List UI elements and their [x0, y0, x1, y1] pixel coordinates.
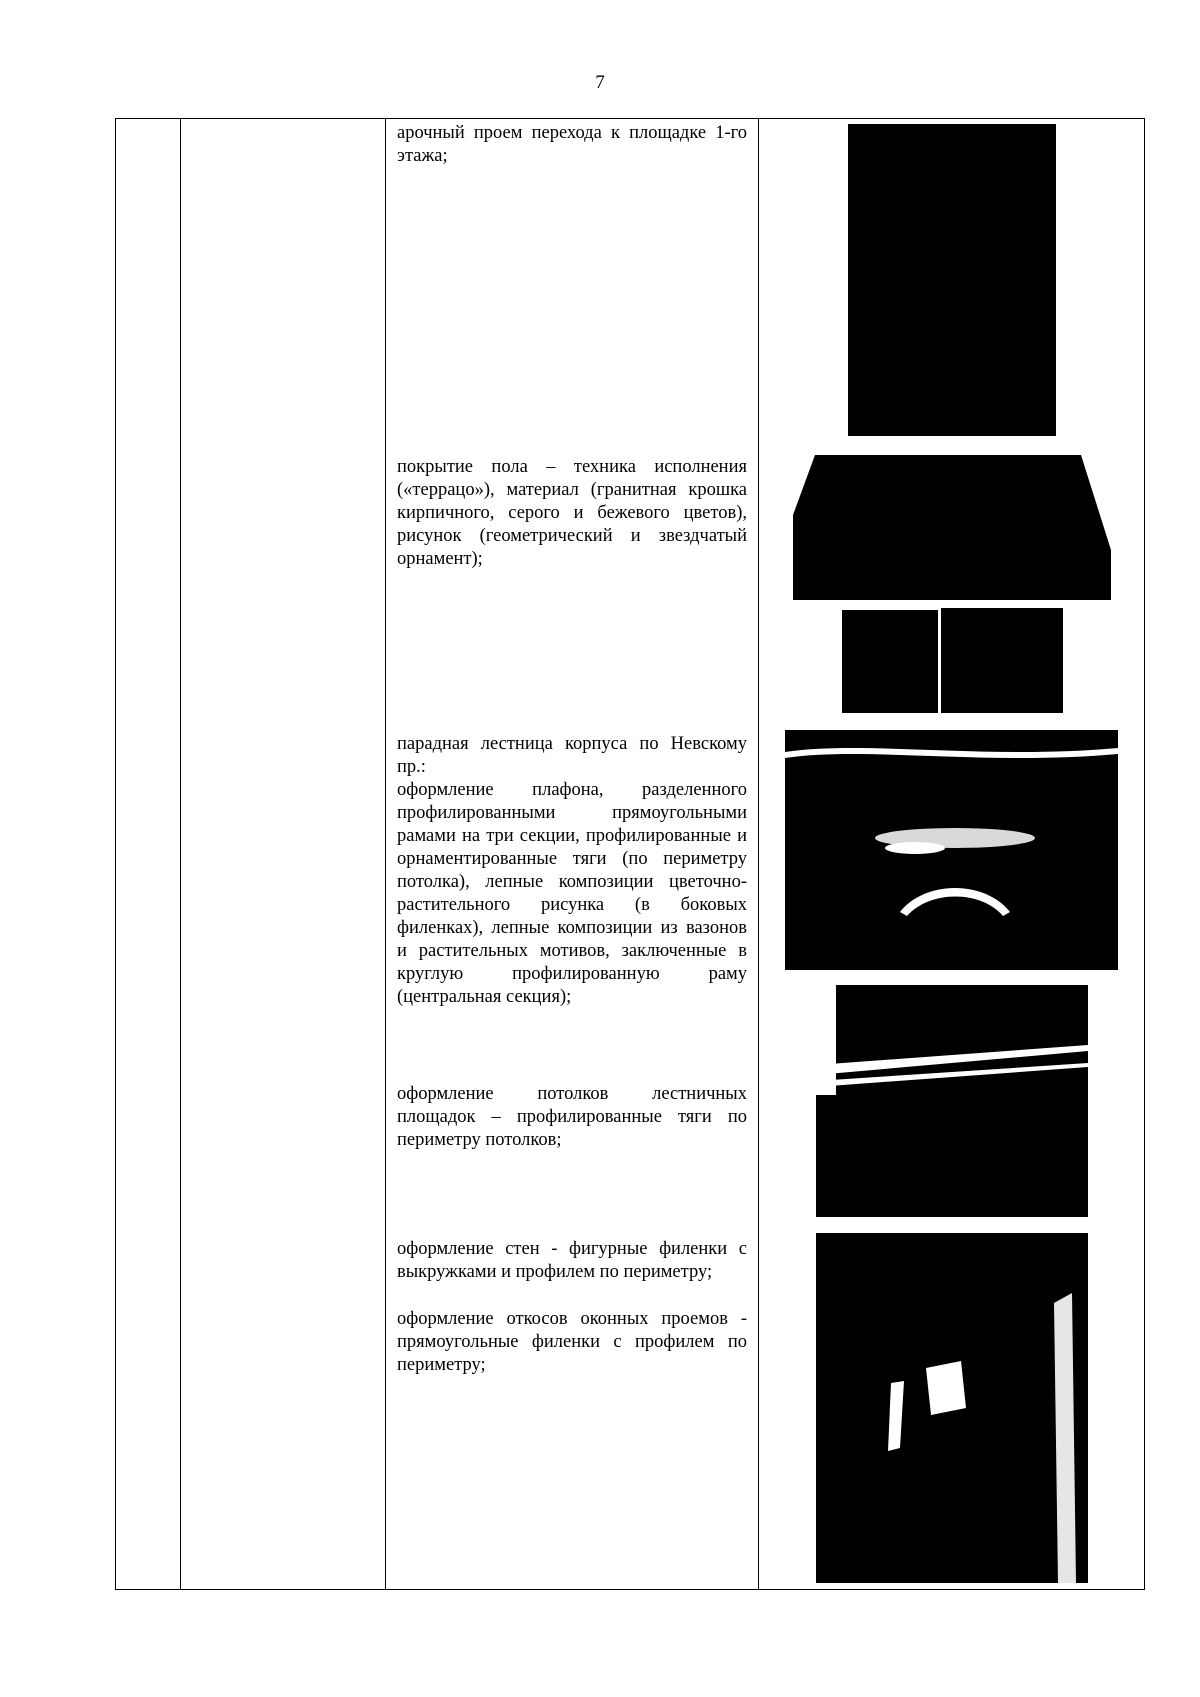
- page-number: 7: [595, 72, 605, 93]
- stair-walls-photo: [816, 1233, 1088, 1583]
- landing-ceiling-photo: [816, 985, 1088, 1217]
- entry-walls: оформление стен - фигурные филенки с выкружками и профилем по периметру;: [397, 1239, 747, 1282]
- entry-floor: покрытие пола – техника исполнения («террацо»), материал (гранитная крошка кирпичного, серого и бежевого цветов), рисунок (геометрический и звездчатый орнамент);: [397, 457, 747, 569]
- landing-ceiling-highlights: [816, 985, 1088, 1217]
- staircase-heading: парадная лестница корпуса по Невскому пр.:: [397, 734, 747, 777]
- entry-ceilings: оформление потолков лестничных площадок – профилированные тяги по периметру потолков;: [397, 1084, 747, 1150]
- entry-windows: оформление откосов оконных проемов - прямоугольные филенки с профилем по периметру;: [397, 1309, 747, 1375]
- stair-walls-highlights: [816, 1233, 1088, 1583]
- entry-arch: арочный проем перехода к площадке 1-го этажа;: [397, 123, 747, 166]
- column-divider-1: [180, 118, 181, 1590]
- column-divider-2: [385, 118, 386, 1590]
- floor-photo-main: [793, 455, 1113, 600]
- floor-photo-detail-1: [842, 610, 938, 713]
- plafond-description: оформление плафона, разделенного профилированными прямоугольными рамами на три секции, профилированные и орнаментированные тяги (по периметру потолка), лепные композиции цветочно-растительного рисунка (в боковых филенках), лепные композиции из вазонов и растительных мотивов, заключенные в круглую профилированную раму (центральная секция);: [397, 780, 747, 1007]
- column-divider-3: [758, 118, 759, 1590]
- plafond-photo: [785, 730, 1118, 970]
- arch-photo: [848, 124, 1056, 436]
- plafond-photo-highlights: [785, 730, 1118, 970]
- entry-staircase: [397, 733, 747, 1009]
- floor-photo-detail-2: [941, 608, 1063, 713]
